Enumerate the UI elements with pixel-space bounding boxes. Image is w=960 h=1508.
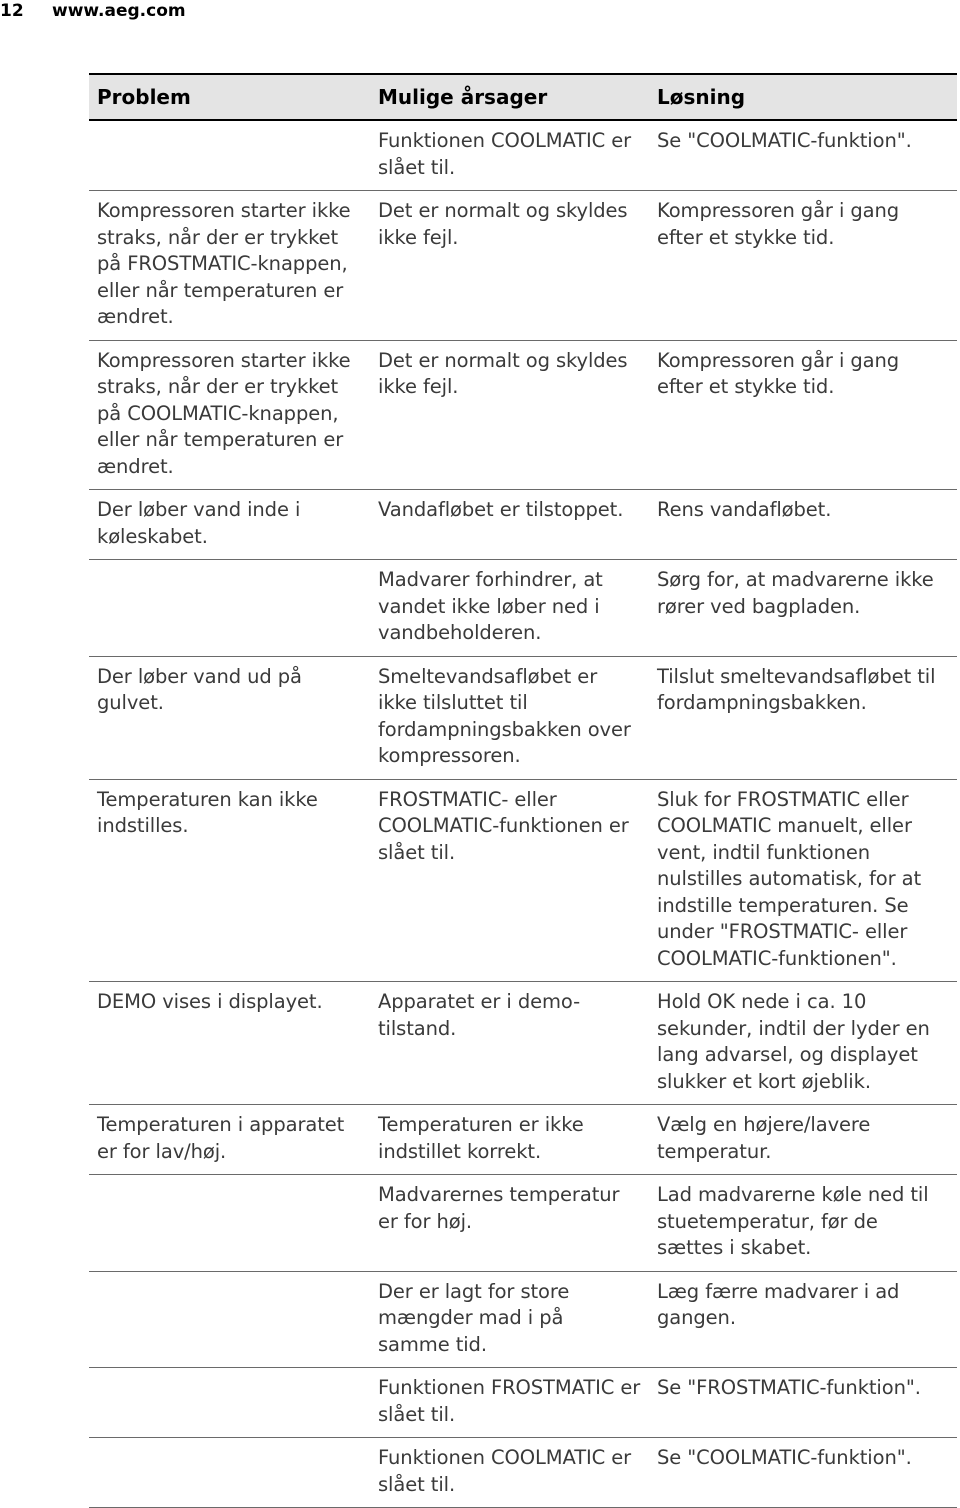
cause-cell: Funktionen FROSTMATIC er slået til.	[370, 1368, 649, 1438]
table-row	[89, 191, 957, 341]
cause-cell: Madvarernes temperatur er for høj.	[370, 1175, 649, 1272]
solution-cell: Kompressoren går i gang efter et stykke tid.	[649, 191, 957, 341]
problem-cell: DEMO vises i displayet.	[89, 982, 370, 1105]
table-header-row	[89, 74, 957, 120]
solution-cell: Se "COOLMATIC-funktion".	[649, 120, 957, 191]
cause-cell: FROSTMATIC- eller COOLMATIC-funktionen er slået til.	[370, 779, 649, 982]
page-number: 12	[0, 1, 24, 21]
solution-cell: Se "COOLMATIC-funktion".	[649, 1438, 957, 1508]
solution-cell: Sørg for, at madvarerne ikke rører ved bagpladen.	[649, 560, 957, 657]
problem-cell: Der løber vand inde i køleskabet.	[89, 490, 370, 560]
page-header	[0, 0, 186, 22]
cause-cell: Funktionen COOLMATIC er slået til.	[370, 1438, 649, 1508]
problem-cell: Temperaturen kan ikke indstilles.	[89, 779, 370, 982]
solution-cell: Se "FROSTMATIC-funktion".	[649, 1368, 957, 1438]
column-header-causes: Mulige årsager	[370, 74, 649, 120]
problem-cell	[89, 1271, 370, 1368]
cause-cell: Det er normalt og skyldes ikke fejl.	[370, 340, 649, 490]
problem-cell	[89, 1368, 370, 1438]
solution-cell: Tilslut smeltevandsafløbet til fordampningsbakken.	[649, 656, 957, 779]
cause-cell: Der er lagt for store mængder mad i på samme tid.	[370, 1271, 649, 1368]
cause-cell: Funktionen COOLMATIC er slået til.	[370, 120, 649, 191]
problem-cell	[89, 120, 370, 191]
table-body	[89, 120, 957, 1508]
table-row	[89, 1438, 957, 1508]
table-row	[89, 560, 957, 657]
cause-cell: Temperaturen er ikke indstillet korrekt.	[370, 1105, 649, 1175]
cause-cell: Det er normalt og skyldes ikke fejl.	[370, 191, 649, 341]
problem-cell	[89, 560, 370, 657]
column-header-solution: Løsning	[649, 74, 957, 120]
problem-cell: Temperaturen i apparatet er for lav/høj.	[89, 1105, 370, 1175]
table-row	[89, 120, 957, 191]
solution-cell: Lad madvarerne køle ned til stuetemperatur, før de sættes i skabet.	[649, 1175, 957, 1272]
solution-cell: Læg færre madvarer i ad gangen.	[649, 1271, 957, 1368]
table-row	[89, 1175, 957, 1272]
column-header-problem: Problem	[89, 74, 370, 120]
solution-cell: Rens vandafløbet.	[649, 490, 957, 560]
cause-cell: Vandafløbet er tilstoppet.	[370, 490, 649, 560]
problem-cell	[89, 1175, 370, 1272]
cause-cell: Smeltevandsafløbet er ikke tilsluttet til fordampningsbakken over kompressoren.	[370, 656, 649, 779]
table-row	[89, 982, 957, 1105]
cause-cell: Madvarer forhindrer, at vandet ikke løber ned i vandbeholderen.	[370, 560, 649, 657]
problem-cell: Kompressoren starter ikke straks, når der er trykket på COOLMATIC-knappen, eller når temperaturen er ændret.	[89, 340, 370, 490]
table-row	[89, 1368, 957, 1438]
solution-cell: Sluk for FROSTMATIC eller COOLMATIC manuelt, eller vent, indtil funktionen nulstilles automatisk, for at indstille temperaturen. Se under "FROSTMATIC- eller COOLMATIC-funktionen".	[649, 779, 957, 982]
table-row	[89, 340, 957, 490]
table-row	[89, 656, 957, 779]
solution-cell: Kompressoren går i gang efter et stykke tid.	[649, 340, 957, 490]
problem-cell: Kompressoren starter ikke straks, når der er trykket på FROSTMATIC-knappen, eller når temperaturen er ændret.	[89, 191, 370, 341]
table-row	[89, 490, 957, 560]
solution-cell: Hold OK nede i ca. 10 sekunder, indtil der lyder en lang advarsel, og displayet slukker et kort øjeblik.	[649, 982, 957, 1105]
solution-cell: Vælg en højere/lavere temperatur.	[649, 1105, 957, 1175]
cause-cell: Apparatet er i demo-tilstand.	[370, 982, 649, 1105]
table-row	[89, 779, 957, 982]
problem-cell: Der løber vand ud på gulvet.	[89, 656, 370, 779]
table-row	[89, 1271, 957, 1368]
problem-cell	[89, 1438, 370, 1508]
table-row	[89, 1105, 957, 1175]
site-url: www.aeg.com	[52, 1, 186, 21]
troubleshooting-table	[89, 73, 957, 1508]
